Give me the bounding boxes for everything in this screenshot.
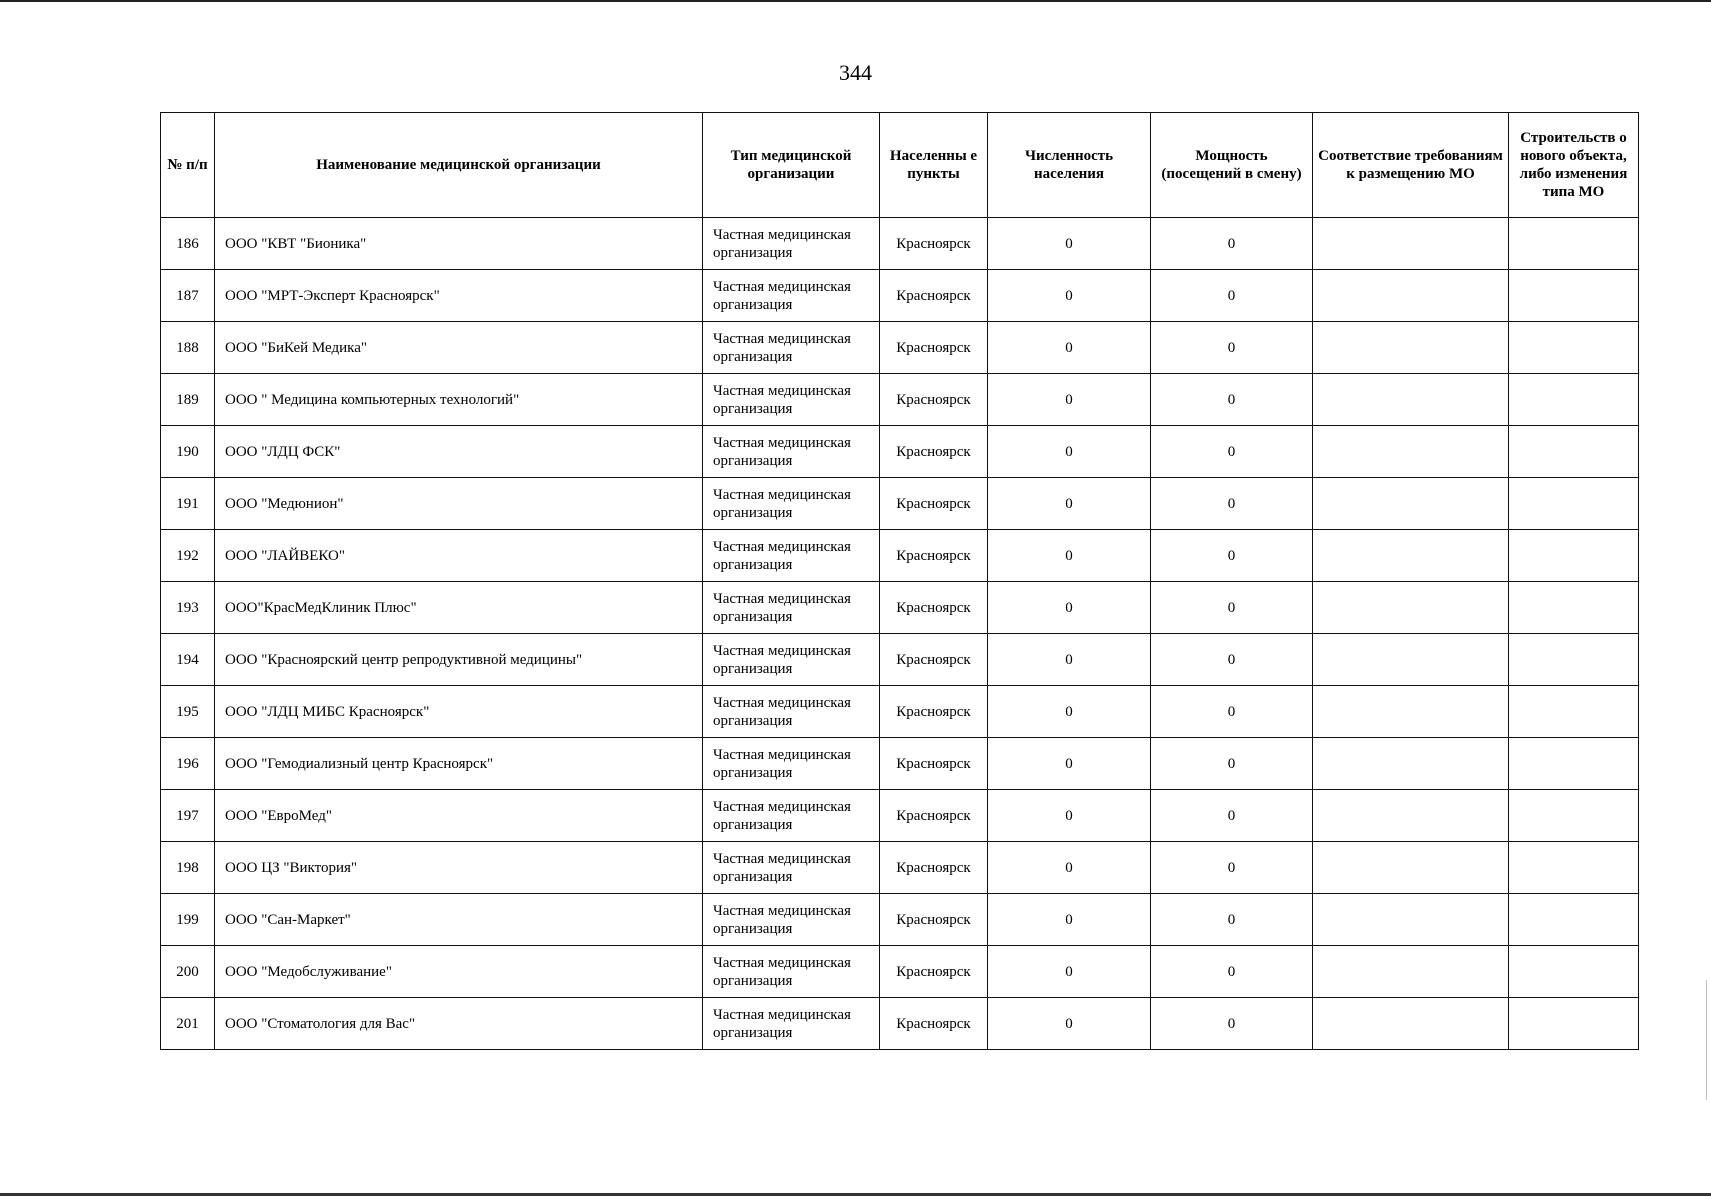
cell-compliance bbox=[1313, 842, 1509, 894]
header-compliance: Соответствие требованиям к размещению МО bbox=[1313, 113, 1509, 218]
cell-population: 0 bbox=[988, 270, 1151, 322]
cell-organization-type: Частная медицинская организация bbox=[703, 374, 880, 426]
table-header bbox=[161, 113, 1639, 218]
cell-organization-name: ООО "Медюнион" bbox=[215, 478, 703, 530]
cell-capacity: 0 bbox=[1151, 322, 1313, 374]
cell-settlement: Красноярск bbox=[880, 322, 988, 374]
cell-settlement: Красноярск bbox=[880, 946, 988, 998]
cell-population: 0 bbox=[988, 634, 1151, 686]
cell-construction bbox=[1509, 738, 1639, 790]
cell-settlement: Красноярск bbox=[880, 790, 988, 842]
header-num: № п/п bbox=[161, 113, 215, 218]
cell-num: 187 bbox=[161, 270, 215, 322]
table-row bbox=[161, 634, 1639, 686]
cell-organization-type: Частная медицинская организация bbox=[703, 738, 880, 790]
cell-capacity: 0 bbox=[1151, 686, 1313, 738]
cell-capacity: 0 bbox=[1151, 218, 1313, 270]
table-body bbox=[161, 218, 1639, 1050]
cell-construction bbox=[1509, 322, 1639, 374]
cell-num: 192 bbox=[161, 530, 215, 582]
cell-population: 0 bbox=[988, 478, 1151, 530]
cell-capacity: 0 bbox=[1151, 894, 1313, 946]
cell-organization-name: ООО "Гемодиализный центр Красноярск" bbox=[215, 738, 703, 790]
cell-population: 0 bbox=[988, 894, 1151, 946]
cell-settlement: Красноярск bbox=[880, 634, 988, 686]
cell-settlement: Красноярск bbox=[880, 374, 988, 426]
cell-organization-name: ООО "ЕвроМед" bbox=[215, 790, 703, 842]
cell-settlement: Красноярск bbox=[880, 686, 988, 738]
medical-organizations-table bbox=[160, 112, 1639, 1050]
cell-compliance bbox=[1313, 530, 1509, 582]
cell-capacity: 0 bbox=[1151, 374, 1313, 426]
table-row bbox=[161, 582, 1639, 634]
cell-compliance bbox=[1313, 894, 1509, 946]
cell-population: 0 bbox=[988, 686, 1151, 738]
cell-organization-name: ООО "Медобслуживание" bbox=[215, 946, 703, 998]
cell-population: 0 bbox=[988, 738, 1151, 790]
cell-organization-name: ООО "МРТ-Эксперт Красноярск" bbox=[215, 270, 703, 322]
table-row bbox=[161, 686, 1639, 738]
page-number: 344 bbox=[839, 60, 872, 85]
cell-settlement: Красноярск bbox=[880, 270, 988, 322]
cell-organization-type: Частная медицинская организация bbox=[703, 530, 880, 582]
cell-num: 186 bbox=[161, 218, 215, 270]
cell-compliance bbox=[1313, 634, 1509, 686]
cell-capacity: 0 bbox=[1151, 530, 1313, 582]
cell-compliance bbox=[1313, 582, 1509, 634]
scan-edge-mark bbox=[1706, 980, 1707, 1100]
cell-capacity: 0 bbox=[1151, 582, 1313, 634]
header-population: Численность населения bbox=[988, 113, 1151, 218]
cell-organization-type: Частная медицинская организация bbox=[703, 686, 880, 738]
cell-organization-name: ООО "ЛАЙВЕКО" bbox=[215, 530, 703, 582]
table-row bbox=[161, 998, 1639, 1050]
header-type: Тип медицинской организации bbox=[703, 113, 880, 218]
cell-compliance bbox=[1313, 426, 1509, 478]
cell-construction bbox=[1509, 218, 1639, 270]
cell-construction bbox=[1509, 946, 1639, 998]
table-row bbox=[161, 842, 1639, 894]
cell-capacity: 0 bbox=[1151, 998, 1313, 1050]
cell-population: 0 bbox=[988, 998, 1151, 1050]
table-row bbox=[161, 374, 1639, 426]
cell-construction bbox=[1509, 894, 1639, 946]
cell-num: 199 bbox=[161, 894, 215, 946]
header-construction: Строительств о нового объекта, либо изменения типа МО bbox=[1509, 113, 1639, 218]
cell-construction bbox=[1509, 998, 1639, 1050]
cell-population: 0 bbox=[988, 374, 1151, 426]
cell-population: 0 bbox=[988, 842, 1151, 894]
cell-organization-type: Частная медицинская организация bbox=[703, 218, 880, 270]
cell-organization-name: ООО "Сан-Маркет" bbox=[215, 894, 703, 946]
table-row bbox=[161, 218, 1639, 270]
cell-num: 195 bbox=[161, 686, 215, 738]
cell-num: 200 bbox=[161, 946, 215, 998]
cell-capacity: 0 bbox=[1151, 946, 1313, 998]
cell-capacity: 0 bbox=[1151, 790, 1313, 842]
cell-num: 201 bbox=[161, 998, 215, 1050]
cell-organization-type: Частная медицинская организация bbox=[703, 894, 880, 946]
cell-construction bbox=[1509, 634, 1639, 686]
cell-organization-name: ООО "БиКей Медика" bbox=[215, 322, 703, 374]
cell-construction bbox=[1509, 686, 1639, 738]
table-row bbox=[161, 478, 1639, 530]
cell-construction bbox=[1509, 426, 1639, 478]
cell-compliance bbox=[1313, 686, 1509, 738]
cell-organization-name: ООО"КрасМедКлиник Плюс" bbox=[215, 582, 703, 634]
cell-capacity: 0 bbox=[1151, 738, 1313, 790]
cell-organization-type: Частная медицинская организация bbox=[703, 270, 880, 322]
cell-capacity: 0 bbox=[1151, 634, 1313, 686]
cell-compliance bbox=[1313, 738, 1509, 790]
cell-construction bbox=[1509, 478, 1639, 530]
cell-population: 0 bbox=[988, 790, 1151, 842]
cell-capacity: 0 bbox=[1151, 426, 1313, 478]
cell-num: 188 bbox=[161, 322, 215, 374]
header-capacity: Мощность (посещений в смену) bbox=[1151, 113, 1313, 218]
cell-organization-name: ООО "Красноярский центр репродуктивной медицины" bbox=[215, 634, 703, 686]
cell-organization-type: Частная медицинская организация bbox=[703, 790, 880, 842]
cell-settlement: Красноярск bbox=[880, 478, 988, 530]
cell-organization-type: Частная медицинская организация bbox=[703, 998, 880, 1050]
cell-compliance bbox=[1313, 374, 1509, 426]
cell-compliance bbox=[1313, 322, 1509, 374]
cell-settlement: Красноярск bbox=[880, 218, 988, 270]
cell-construction bbox=[1509, 374, 1639, 426]
cell-population: 0 bbox=[988, 582, 1151, 634]
cell-organization-type: Частная медицинская организация bbox=[703, 946, 880, 998]
cell-organization-name: ООО "ЛДЦ ФСК" bbox=[215, 426, 703, 478]
header-row bbox=[161, 113, 1639, 218]
cell-organization-name: ООО "КВТ "Бионика" bbox=[215, 218, 703, 270]
header-name: Наименование медицинской организации bbox=[215, 113, 703, 218]
cell-compliance bbox=[1313, 998, 1509, 1050]
header-settlement: Населенны е пункты bbox=[880, 113, 988, 218]
table-row bbox=[161, 738, 1639, 790]
top-border-line bbox=[0, 0, 1711, 2]
cell-compliance bbox=[1313, 946, 1509, 998]
cell-organization-type: Частная медицинская организация bbox=[703, 582, 880, 634]
cell-capacity: 0 bbox=[1151, 270, 1313, 322]
table-row bbox=[161, 530, 1639, 582]
cell-population: 0 bbox=[988, 530, 1151, 582]
cell-num: 194 bbox=[161, 634, 215, 686]
cell-construction bbox=[1509, 270, 1639, 322]
cell-settlement: Красноярск bbox=[880, 894, 988, 946]
cell-capacity: 0 bbox=[1151, 478, 1313, 530]
bottom-border-line bbox=[0, 1193, 1711, 1196]
cell-num: 189 bbox=[161, 374, 215, 426]
cell-compliance bbox=[1313, 270, 1509, 322]
cell-num: 196 bbox=[161, 738, 215, 790]
cell-population: 0 bbox=[988, 322, 1151, 374]
cell-settlement: Красноярск bbox=[880, 842, 988, 894]
cell-compliance bbox=[1313, 790, 1509, 842]
cell-organization-type: Частная медицинская организация bbox=[703, 634, 880, 686]
cell-num: 197 bbox=[161, 790, 215, 842]
cell-organization-name: ООО ЦЗ "Виктория" bbox=[215, 842, 703, 894]
cell-settlement: Красноярск bbox=[880, 998, 988, 1050]
cell-compliance bbox=[1313, 478, 1509, 530]
cell-settlement: Красноярск bbox=[880, 426, 988, 478]
cell-settlement: Красноярск bbox=[880, 530, 988, 582]
cell-settlement: Красноярск bbox=[880, 582, 988, 634]
cell-construction bbox=[1509, 842, 1639, 894]
cell-organization-name: ООО " Медицина компьютерных технологий" bbox=[215, 374, 703, 426]
cell-construction bbox=[1509, 530, 1639, 582]
cell-num: 198 bbox=[161, 842, 215, 894]
table-row bbox=[161, 426, 1639, 478]
table-row bbox=[161, 946, 1639, 998]
cell-compliance bbox=[1313, 218, 1509, 270]
cell-num: 190 bbox=[161, 426, 215, 478]
table-row bbox=[161, 894, 1639, 946]
cell-organization-name: ООО "ЛДЦ МИБС Красноярск" bbox=[215, 686, 703, 738]
table-row bbox=[161, 270, 1639, 322]
cell-population: 0 bbox=[988, 946, 1151, 998]
table-row bbox=[161, 322, 1639, 374]
cell-population: 0 bbox=[988, 426, 1151, 478]
cell-organization-type: Частная медицинская организация bbox=[703, 322, 880, 374]
cell-num: 193 bbox=[161, 582, 215, 634]
cell-capacity: 0 bbox=[1151, 842, 1313, 894]
cell-construction bbox=[1509, 582, 1639, 634]
cell-num: 191 bbox=[161, 478, 215, 530]
cell-organization-type: Частная медицинская организация bbox=[703, 842, 880, 894]
cell-organization-type: Частная медицинская организация bbox=[703, 426, 880, 478]
table-row bbox=[161, 790, 1639, 842]
cell-settlement: Красноярск bbox=[880, 738, 988, 790]
cell-organization-type: Частная медицинская организация bbox=[703, 478, 880, 530]
cell-construction bbox=[1509, 790, 1639, 842]
cell-population: 0 bbox=[988, 218, 1151, 270]
cell-organization-name: ООО "Стоматология для Вас" bbox=[215, 998, 703, 1050]
